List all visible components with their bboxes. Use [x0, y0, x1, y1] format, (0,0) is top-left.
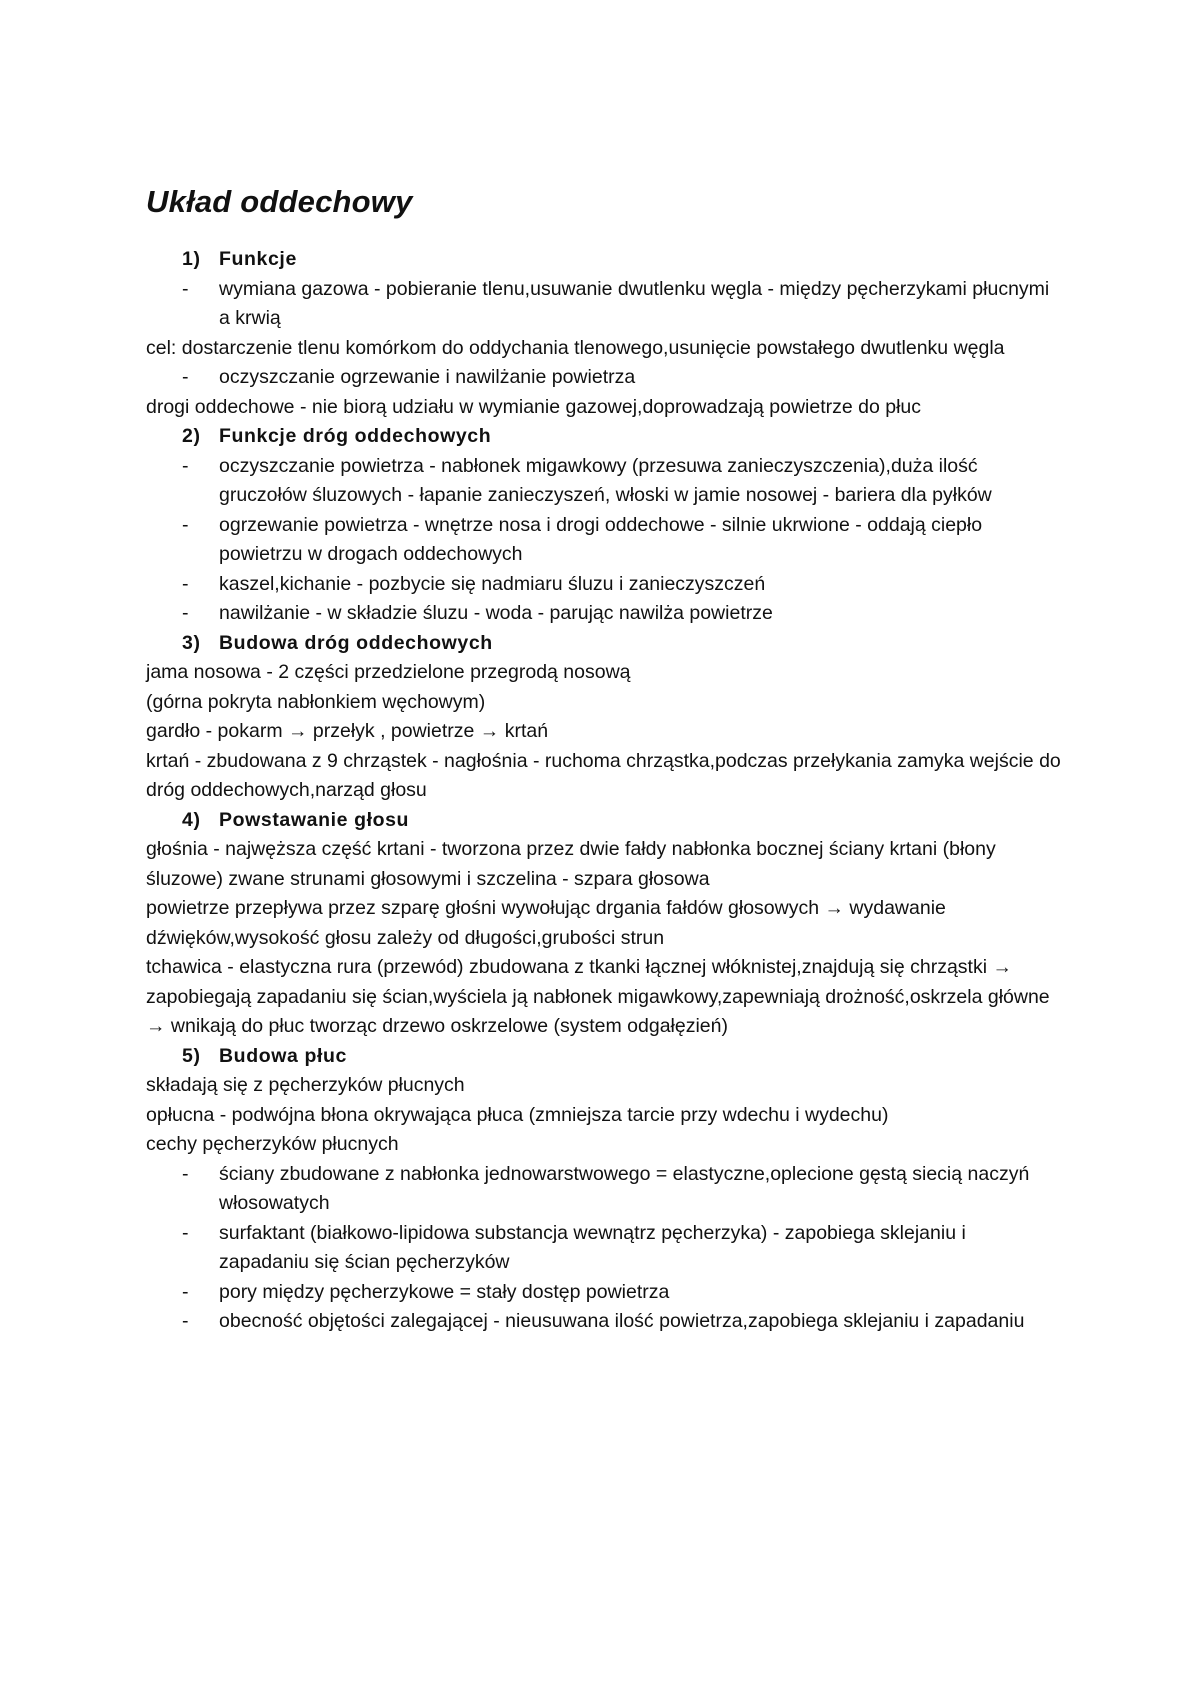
section-title: Budowa płuc — [219, 1044, 347, 1067]
section-heading — [146, 245, 1066, 275]
paragraph-line: składają się z pęcherzyków płucnych — [146, 1074, 465, 1096]
paragraph-line: drogi oddechowe - nie biorą udziału w wymianie gazowej,doprowadzają powietrze do płuc — [146, 395, 922, 418]
bullet-text: oczyszczanie powietrza - nabłonek migawkowy (przesuwa zanieczyszczenia),duża ilość gruczołów śluzowych - łapanie zanieczyszeń, włoski w jamie nosowej - bariera dla pyłków — [219, 454, 992, 506]
paragraph-line: gardło - pokarm → przełyk , powietrze → krtań — [146, 720, 549, 742]
bullet-item — [146, 1160, 1066, 1219]
bullet-dash: - — [182, 1162, 189, 1185]
section-heading — [146, 422, 1066, 452]
section-number: 3) — [182, 631, 201, 654]
bullet-item — [146, 599, 1066, 629]
paragraph-line: głośnia - najwęższa część krtani - tworzona przez dwie fałdy nabłonka bocznej ściany krtani (błony śluzowe) zwane strunami głosowymi i szczelina - szpara głosowa — [146, 838, 996, 890]
page-title: Układ oddechowy — [146, 184, 413, 219]
section-number: 1) — [182, 248, 201, 270]
section-number: 2) — [182, 425, 201, 447]
bullet-item — [146, 511, 1066, 570]
section-number: 4) — [182, 808, 201, 831]
bullet-item — [146, 1219, 1066, 1278]
bullet-dash: - — [182, 366, 189, 388]
bullet-dash: - — [182, 1310, 189, 1332]
bullet-dash: - — [182, 572, 189, 595]
bullet-text: nawilżanie - w składzie śluzu - woda - parując nawilża powietrze — [219, 602, 773, 624]
bullet-text: ogrzewanie powietrza - wnętrze nosa i drogi oddechowe - silnie ukrwione - oddają ciepło powietrzu w drogach oddechowych — [219, 513, 983, 565]
section-title: Powstawanie głosu — [219, 808, 410, 831]
bullet-text: obecność objętości zalegającej - nieusuwana ilość powietrza,zapobiega sklejaniu i zapadaniu — [219, 1310, 1025, 1332]
bullet-text: wymiana gazowa - pobieranie tlenu,usuwanie dwutlenku węgla - między pęcherzykami płucnymi a krwią — [219, 277, 1050, 329]
bullet-item — [146, 1307, 1066, 1337]
bullet-text: kaszel,kichanie - pozbycie się nadmiaru śluzu i zanieczyszczeń — [219, 572, 766, 595]
paragraph-line: jama nosowa - 2 części przedzielone przegrodą nosową — [146, 661, 631, 683]
paragraph-line: krtań - zbudowana z 9 chrząstek - nagłośnia - ruchoma chrząstka,podczas przełykania zamyka wejście do dróg oddechowych,narząd głosu — [146, 749, 1061, 801]
bullet-item — [146, 363, 1066, 393]
section-title: Budowa dróg oddechowych — [219, 631, 493, 654]
bullet-text: ściany zbudowane z nabłonka jednowarstwowego = elastyczne,oplecione gęstą siecią naczyń włosowatych — [219, 1162, 1030, 1214]
section-heading — [146, 629, 1066, 659]
section-heading — [146, 1042, 1066, 1072]
bullet-text: surfaktant (białkowo-lipidowa substancja wewnątrz pęcherzyka) - zapobiega sklejaniu i zapadaniu się ścian pęcherzyków — [219, 1221, 966, 1273]
bullet-text: oczyszczanie ogrzewanie i nawilżanie powietrza — [219, 366, 636, 388]
bullet-dash: - — [182, 602, 189, 624]
section-heading — [146, 806, 1066, 836]
document-content — [146, 245, 1066, 1337]
section-title: Funkcje dróg oddechowych — [219, 425, 492, 447]
bullet-dash: - — [182, 277, 189, 300]
paragraph-line: cechy pęcherzyków płucnych — [146, 1133, 399, 1155]
paragraph-line: powietrze przepływa przez szparę głośni wywołując drgania fałdów głosowych → wydawanie dźwięków,wysokość głosu zależy od długości,grubości strun — [146, 897, 946, 949]
bullet-item — [146, 570, 1066, 600]
paragraph-line: opłucna - podwójna błona okrywająca płuca (zmniejsza tarcie przy wdechu i wydechu) — [146, 1103, 889, 1126]
bullet-item — [146, 452, 1066, 511]
bullet-dash: - — [182, 1221, 189, 1244]
bullet-dash: - — [182, 513, 189, 536]
paragraph-line: tchawica - elastyczna rura (przewód) zbudowana z tkanki łącznej włóknistej,znajdują się chrząstki → zapobiegają zapadaniu się ścian,wyściela ją nabłonek migawkowy,zapewniają drożność,oskrzela główne → wnikają do płuc tworząc drzewo oskrzelowe (system odgałęzień) — [146, 956, 1050, 1037]
paragraph-line: (górna pokryta nabłonkiem węchowym) — [146, 690, 486, 713]
bullet-dash: - — [182, 1280, 189, 1303]
bullet-dash: - — [182, 454, 189, 477]
paragraph-line: cel: dostarczenie tlenu komórkom do oddychania tlenowego,usunięcie powstałego dwutlenku węgla — [146, 336, 1005, 359]
section-title: Funkcje — [219, 248, 297, 270]
bullet-text: pory między pęcherzykowe = stały dostęp powietrza — [219, 1280, 670, 1303]
section-number: 5) — [182, 1044, 201, 1067]
document-page — [146, 176, 1066, 1337]
bullet-item — [146, 1278, 1066, 1308]
bullet-item — [146, 275, 1066, 334]
